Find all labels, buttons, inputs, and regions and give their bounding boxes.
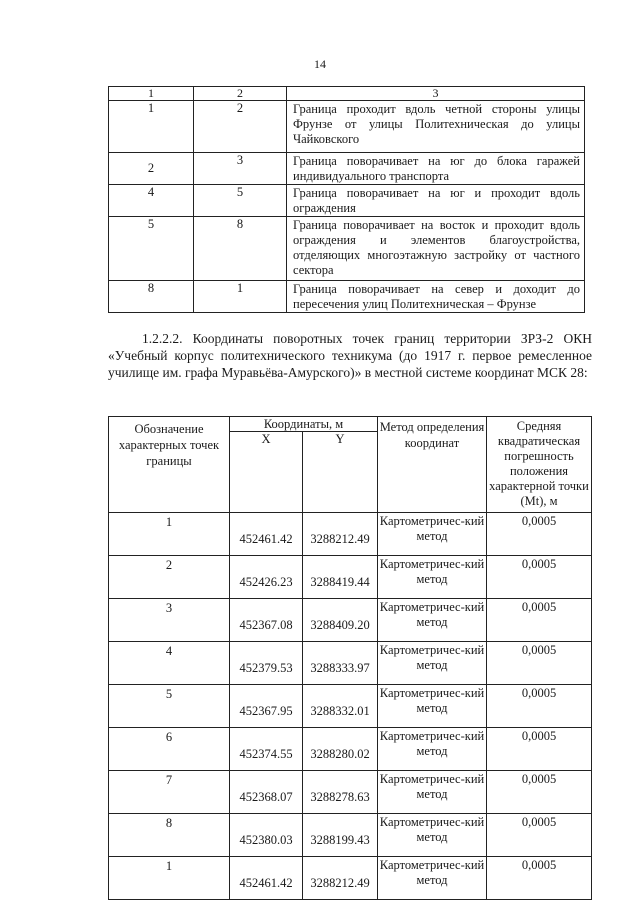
boundary-description-table <box>108 86 585 313</box>
table-row <box>109 599 592 642</box>
error-value: 0,0005 <box>487 556 592 599</box>
table-row <box>109 556 592 599</box>
point-id: 2 <box>109 556 230 599</box>
error-value: 0,0005 <box>487 685 592 728</box>
x-coordinate: 452367.08 <box>230 599 303 642</box>
error-value: 0,0005 <box>487 599 592 642</box>
y-coordinate: 3288409.20 <box>303 599 378 642</box>
error-value: 0,0005 <box>487 771 592 814</box>
x-coordinate: 452426.23 <box>230 556 303 599</box>
x-coordinate: 452379.53 <box>230 642 303 685</box>
table-row <box>109 857 592 900</box>
paragraph-text: 1.2.2.2. Координаты поворотных точек границ территории ЗРЗ-2 ОКН «Учебный корпус политехнического техникума (до 1917 г. первое ремесленное училище им. графа Муравьёва-Амурского)» в местной системе координат МСК 28: <box>108 331 592 380</box>
method: Картометричес-кий метод <box>378 685 487 728</box>
header-col-3: 3 <box>287 87 585 101</box>
table-header-row <box>109 87 585 101</box>
header-y: Y <box>303 432 378 513</box>
boundary-description: Граница поворачивает на юг и проходит вдоль ограждения <box>287 185 585 217</box>
point-id: 5 <box>109 685 230 728</box>
from-point: 4 <box>109 185 194 217</box>
y-coordinate: 3288280.02 <box>303 728 378 771</box>
header-coordinates: Координаты, м <box>230 417 378 432</box>
from-point: 8 <box>109 281 194 313</box>
table-header-row <box>109 417 592 432</box>
to-point: 3 <box>194 153 287 185</box>
from-point: 5 <box>109 217 194 281</box>
to-point: 8 <box>194 217 287 281</box>
x-coordinate: 452461.42 <box>230 513 303 556</box>
table-row <box>109 771 592 814</box>
method: Картометричес-кий метод <box>378 728 487 771</box>
header-point: Обозначение характерных точек границы <box>109 417 230 513</box>
method: Картометричес-кий метод <box>378 513 487 556</box>
x-coordinate: 452368.07 <box>230 771 303 814</box>
error-value: 0,0005 <box>487 513 592 556</box>
table-row <box>109 217 585 281</box>
boundary-description: Граница поворачивает на юг до блока гаражей индивидуального транспорта <box>287 153 585 185</box>
error-value: 0,0005 <box>487 814 592 857</box>
table-row <box>109 685 592 728</box>
method: Картометричес-кий метод <box>378 642 487 685</box>
table-row <box>109 642 592 685</box>
point-id: 7 <box>109 771 230 814</box>
boundary-description: Граница проходит вдоль четной стороны улицы Фрунзе от улицы Политехническая до улицы Чайковского <box>287 101 585 153</box>
to-point: 5 <box>194 185 287 217</box>
error-value: 0,0005 <box>487 728 592 771</box>
from-point: 1 <box>109 101 194 153</box>
to-point: 1 <box>194 281 287 313</box>
table-row <box>109 101 585 153</box>
method: Картометричес-кий метод <box>378 771 487 814</box>
point-id: 1 <box>109 857 230 900</box>
to-point: 2 <box>194 101 287 153</box>
x-coordinate: 452461.42 <box>230 857 303 900</box>
boundary-description: Граница поворачивает на север и доходит до пересечения улиц Политехническая – Фрунзе <box>287 281 585 313</box>
error-value: 0,0005 <box>487 857 592 900</box>
point-id: 8 <box>109 814 230 857</box>
header-x: X <box>230 432 303 513</box>
y-coordinate: 3288278.63 <box>303 771 378 814</box>
x-coordinate: 452374.55 <box>230 728 303 771</box>
table-row <box>109 728 592 771</box>
method: Картометричес-кий метод <box>378 556 487 599</box>
point-id: 3 <box>109 599 230 642</box>
table-row <box>109 814 592 857</box>
y-coordinate: 3288199.43 <box>303 814 378 857</box>
point-id: 4 <box>109 642 230 685</box>
x-coordinate: 452367.95 <box>230 685 303 728</box>
table-row <box>109 153 585 185</box>
y-coordinate: 3288333.97 <box>303 642 378 685</box>
header-method: Метод определения координат <box>378 417 487 513</box>
y-coordinate: 3288212.49 <box>303 857 378 900</box>
y-coordinate: 3288419.44 <box>303 556 378 599</box>
header-col-2: 2 <box>194 87 287 101</box>
point-id: 1 <box>109 513 230 556</box>
boundary-description: Граница поворачивает на восток и проходит вдоль ограждения и элементов благоустройства, отделяющих многоэтажную застройку от частного сектора <box>287 217 585 281</box>
y-coordinate: 3288212.49 <box>303 513 378 556</box>
x-coordinate: 452380.03 <box>230 814 303 857</box>
header-col-1: 1 <box>109 87 194 101</box>
page-number: 14 <box>314 57 326 71</box>
from-point: 2 <box>109 153 194 185</box>
table-row <box>109 281 585 313</box>
method: Картометричес-кий метод <box>378 599 487 642</box>
coordinates-table <box>108 416 592 900</box>
y-coordinate: 3288332.01 <box>303 685 378 728</box>
table-row <box>109 513 592 556</box>
section-paragraph <box>108 330 592 381</box>
header-error: Средняя квадратическая погрешность положения характерной точки (Mt), м <box>487 417 592 513</box>
error-value: 0,0005 <box>487 642 592 685</box>
table-row <box>109 185 585 217</box>
point-id: 6 <box>109 728 230 771</box>
method: Картометричес-кий метод <box>378 857 487 900</box>
method: Картометричес-кий метод <box>378 814 487 857</box>
